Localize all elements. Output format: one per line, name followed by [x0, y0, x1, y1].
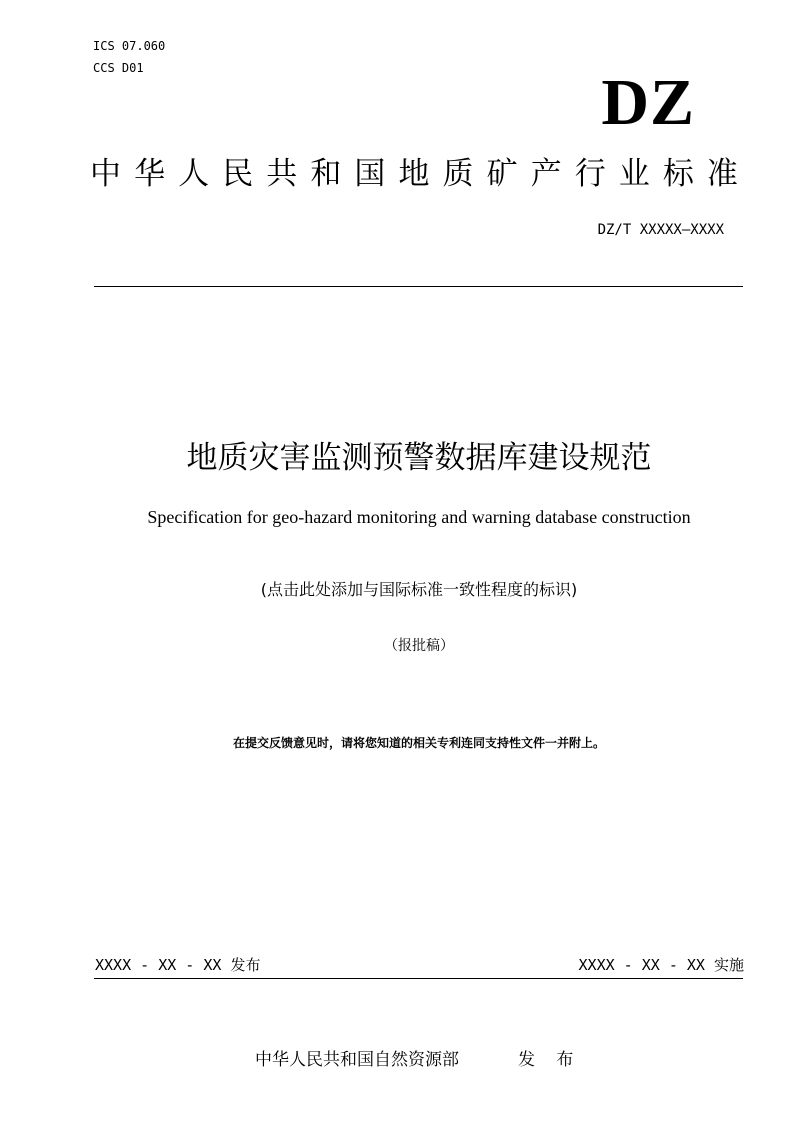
standard-category-char: 国: [354, 156, 386, 192]
standard-category-char: 质: [442, 156, 474, 192]
patent-notice: 在提交反馈意见时，请将您知道的相关专利连同支持性文件一并附上。: [232, 736, 605, 750]
standard-category-char: 和: [310, 156, 342, 192]
standard-category-char: 行: [574, 156, 606, 192]
header-divider: [94, 286, 743, 287]
consistency-placeholder[interactable]: (点击此处添加与国际标准一致性程度的标识): [260, 580, 578, 599]
dz-logo: DZ: [601, 66, 695, 139]
document-title-en: Specification for geo-hazard monitoring and warning database construction: [147, 507, 691, 527]
effective-date: XXXX - XX - XX 实施: [578, 956, 744, 974]
document-title-zh: 地质灾害监测预警数据库建设规范: [186, 440, 652, 476]
standard-category-char: 华: [134, 156, 166, 192]
standard-category-title: [90, 152, 738, 196]
standard-category-char: 产: [530, 156, 562, 192]
footer-divider: [94, 978, 743, 979]
standard-category-char: 民: [222, 156, 254, 192]
standard-number: DZ/T XXXXX—XXXX: [597, 222, 724, 238]
standard-category-char: 业: [618, 156, 650, 192]
standard-category-char: 地: [398, 156, 430, 192]
publisher-name: 中华人民共和国自然资源部: [255, 1050, 459, 1070]
standard-category-char: 标: [662, 156, 694, 192]
standard-category-char: 人: [178, 156, 210, 192]
standard-category-char: 中: [90, 156, 121, 192]
draft-stage-label: （报批稿）: [384, 638, 454, 654]
ics-code: ICS 07.060: [93, 39, 166, 53]
standard-category-char: 共: [266, 156, 298, 192]
publish-word: 发 布: [518, 1050, 582, 1070]
publish-date: XXXX - XX - XX 发布: [95, 956, 261, 974]
ccs-code: CCS D01: [93, 61, 144, 75]
standard-category-char: 准: [706, 156, 738, 192]
standard-category-char: 矿: [486, 156, 518, 192]
